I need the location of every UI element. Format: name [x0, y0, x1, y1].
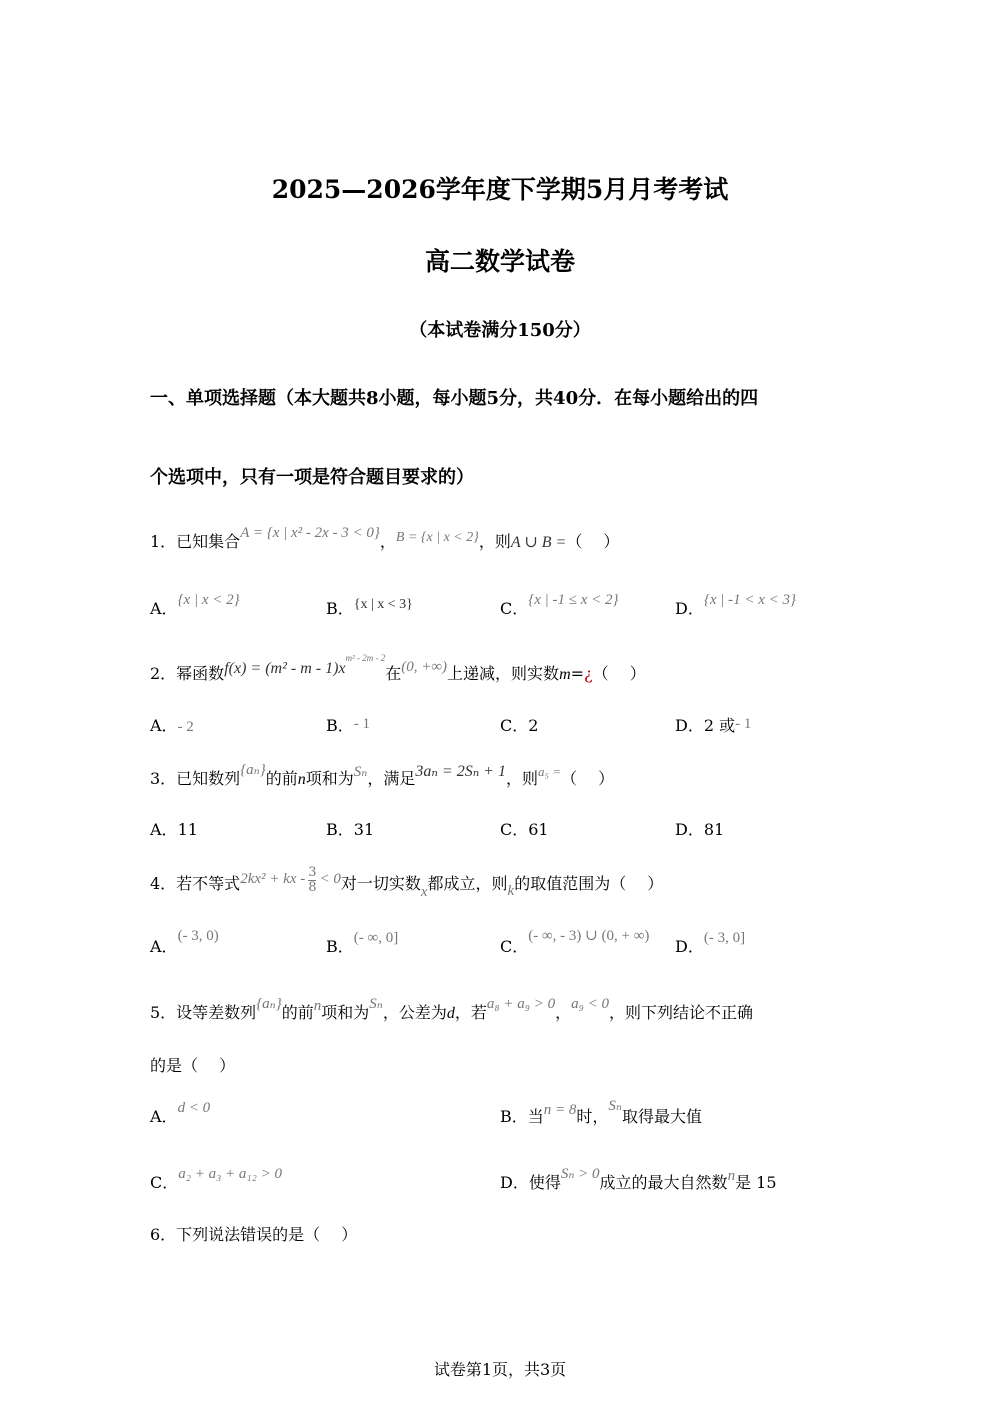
- q4-fraction: [308, 866, 316, 895]
- q3-seq: {aₙ}: [240, 762, 266, 778]
- q4-option-a: [150, 928, 219, 957]
- q5-option-b-sn: Sₙ: [608, 1098, 622, 1114]
- q1-expr: A ∪ B =: [510, 534, 567, 551]
- q5-n: n: [313, 998, 322, 1014]
- q3-option-c-label: C．: [500, 820, 529, 839]
- q4-inequality: 2kx² + kx -: [240, 871, 306, 887]
- q1-option-d: [675, 592, 797, 619]
- q3-option-b-value: 31: [353, 820, 375, 839]
- q2-option-c: [500, 713, 538, 736]
- q2-option-d-value: 2 或: [703, 716, 736, 735]
- q5-option-d: [500, 1166, 777, 1193]
- question-5: [150, 996, 753, 1023]
- q5-mid2: 项和为: [321, 1003, 370, 1022]
- q5-option-c: [150, 1166, 282, 1193]
- q4-x: x: [420, 884, 428, 900]
- q3-option-a-value: 11: [177, 820, 198, 839]
- q1-comma: ，: [379, 532, 396, 551]
- q4-option-c-label: C．: [500, 937, 529, 956]
- q3-option-d: [675, 817, 724, 840]
- q3-option-b: [326, 817, 374, 840]
- q2-option-d: [675, 713, 751, 736]
- q5-mid1: 的前: [281, 1003, 314, 1022]
- exam-title: 2025—2026学年度下学期5月月考考试: [271, 175, 729, 204]
- q3-paren: （ ）: [561, 769, 615, 788]
- q4-option-c-value: (- ∞, - 3) ∪ (0, + ∞): [528, 928, 650, 944]
- q2-option-b-value: - 1: [353, 716, 371, 732]
- q5-cond2: a₉ < 0: [571, 996, 609, 1012]
- exam-subtitle: 高二数学试卷: [424, 247, 575, 276]
- q3-mid3: ，满足: [367, 769, 416, 788]
- question-6: 6．下列说法错误的是（ ）: [150, 1225, 358, 1244]
- q2-option-d-label: D．: [675, 716, 704, 735]
- q1-option-a: [150, 592, 240, 619]
- q3-option-c-value: 61: [528, 820, 549, 839]
- q5-option-c-label: C．: [150, 1173, 179, 1192]
- q2-option-b: [326, 713, 370, 736]
- q4-inequality-tail: < 0: [319, 871, 341, 887]
- q5-option-a: [150, 1100, 211, 1127]
- q5-d: d: [446, 1005, 455, 1022]
- q2-exponent: m² - 2m - 2: [345, 653, 386, 663]
- q5-seq: {aₙ}: [256, 996, 282, 1012]
- q1-option-c: [500, 592, 619, 619]
- q2-eq: =: [570, 664, 585, 683]
- q2-option-c-value: 2: [528, 716, 539, 735]
- q2-option-c-label: C．: [500, 716, 529, 735]
- q1-paren: （ ）: [566, 532, 620, 551]
- q5-option-b-tail: 取得最大值: [622, 1107, 703, 1126]
- question-1: [150, 525, 620, 552]
- q3-option-d-value: 81: [703, 820, 725, 839]
- question-3: [150, 762, 615, 789]
- q4-option-b-label: B．: [326, 937, 354, 956]
- q2-prefix: 2．幂函数: [150, 664, 225, 683]
- q4-option-d: [675, 930, 746, 957]
- q4-fraction-num: 3: [308, 865, 317, 880]
- question-4: [150, 865, 664, 900]
- q3-prefix: 3．已知数列: [150, 769, 241, 788]
- q5-option-c-value: a₂ + a₃ + a₁₂ > 0: [178, 1166, 282, 1182]
- q1-option-b: [326, 596, 413, 619]
- q5-option-a-value: d < 0: [177, 1100, 211, 1116]
- q3-sn: Sₙ: [353, 764, 368, 780]
- section-heading-line1: 一、单项选择题（本大题共8小题，每小题5分，共40分．在每小题给出的四: [150, 388, 759, 409]
- q4-option-b: [326, 930, 399, 957]
- q5-sn: Sₙ: [369, 996, 383, 1012]
- q1-set-b: B = {x | x < 2}: [395, 530, 479, 545]
- q4-mid2: 都成立，则: [427, 874, 508, 893]
- q1-option-a-label: A．: [150, 599, 178, 618]
- q2-var: m: [559, 666, 571, 683]
- q3-relation: 3aₙ = 2Sₙ + 1: [415, 763, 506, 780]
- q5-line2: 的是（ ）: [150, 1056, 236, 1075]
- q4-prefix: 4．若不等式: [150, 874, 241, 893]
- q2-glyph: ¿: [584, 664, 593, 683]
- q2-interval: (0, +∞): [401, 659, 448, 675]
- q4-option-c: [500, 928, 650, 957]
- q1-option-a-value: {x | x < 2}: [177, 592, 240, 608]
- q1-prefix: 1．已知集合: [150, 532, 241, 551]
- q1-option-c-value: {x | -1 ≤ x < 2}: [528, 592, 619, 608]
- q2-option-b-label: B．: [326, 716, 354, 735]
- q1-option-c-label: C．: [500, 599, 529, 618]
- q3-option-a-label: A．: [150, 820, 178, 839]
- q1-set-a: A = {x | x² - 2x - 3 < 0}: [240, 525, 380, 541]
- q1-option-d-value: {x | -1 < x < 3}: [703, 592, 797, 608]
- q3-a5: a₅ =: [537, 764, 562, 779]
- q4-option-a-label: A．: [150, 937, 178, 956]
- q3-mid2: 项和为: [305, 769, 354, 788]
- q4-option-d-value: (- 3, 0]: [703, 930, 746, 946]
- q4-mid3: 的取值范围为（ ）: [514, 874, 664, 893]
- q1-option-b-value: {x | x < 3}: [353, 597, 413, 612]
- page-footer: 试卷第1页，共3页: [433, 1360, 567, 1379]
- q2-mid2: 上递减，则实数: [447, 664, 560, 683]
- q2-option-d-extra: - 1: [735, 716, 752, 732]
- q4-option-b-value: (- ∞, 0]: [353, 930, 399, 946]
- q1-option-b-label: B．: [326, 599, 354, 618]
- q4-fraction-den: 8: [308, 880, 317, 895]
- question-2: [150, 653, 646, 684]
- q5-option-d-tail: 是 15: [735, 1173, 777, 1192]
- q3-mid4: ，则: [505, 769, 538, 788]
- q4-option-d-label: D．: [675, 937, 704, 956]
- q5-prefix: 5．设等差数列: [150, 1003, 257, 1022]
- q5-option-d-mid: 成立的最大自然数: [599, 1173, 728, 1192]
- q2-option-a-label: A．: [150, 716, 178, 735]
- q5-option-d-n: n: [727, 1168, 736, 1184]
- q5-option-b-cond: n = 8: [543, 1102, 577, 1118]
- q5-cond1: a₈ + a₉ > 0: [486, 996, 556, 1012]
- q4-option-a-value: (- 3, 0): [177, 928, 219, 944]
- q4-mid1: 对一切实数: [340, 874, 421, 893]
- q2-mid1: 在: [385, 664, 402, 683]
- q1-mid: ，则: [478, 532, 511, 551]
- q3-option-d-label: D．: [675, 820, 704, 839]
- q3-option-b-label: B．: [326, 820, 354, 839]
- score-note: （本试卷满分150分）: [409, 320, 591, 341]
- q2-function: f(x) = (m² - m - 1)x: [224, 660, 346, 677]
- q2-option-a: [150, 713, 194, 736]
- q5-mid5: ，则下列结论不正确: [608, 1003, 753, 1022]
- q5-option-d-label: D．使得: [500, 1173, 561, 1192]
- q3-option-c: [500, 817, 549, 840]
- section-heading-line2: 个选项中，只有一项是符合题目要求的）: [150, 467, 474, 488]
- q5-mid4: ，若: [454, 1003, 487, 1022]
- q1-option-d-label: D．: [675, 599, 704, 618]
- q3-mid1: 的前: [265, 769, 298, 788]
- q5-option-a-label: A．: [150, 1107, 178, 1126]
- q2-option-a-value: - 2: [177, 719, 194, 735]
- q5-option-b: [500, 1098, 703, 1127]
- q3-option-a: [150, 817, 198, 840]
- q4-k: k: [507, 883, 515, 899]
- q5-comma: ，: [555, 1003, 572, 1022]
- q5-option-d-cond: Sₙ > 0: [560, 1166, 600, 1182]
- q5-option-b-mid: 时，: [576, 1107, 609, 1126]
- q2-paren: （ ）: [592, 664, 646, 683]
- q5-mid3: ，公差为: [382, 1003, 447, 1022]
- q3-n: n: [297, 771, 306, 788]
- q5-option-b-label: B．当: [500, 1107, 544, 1126]
